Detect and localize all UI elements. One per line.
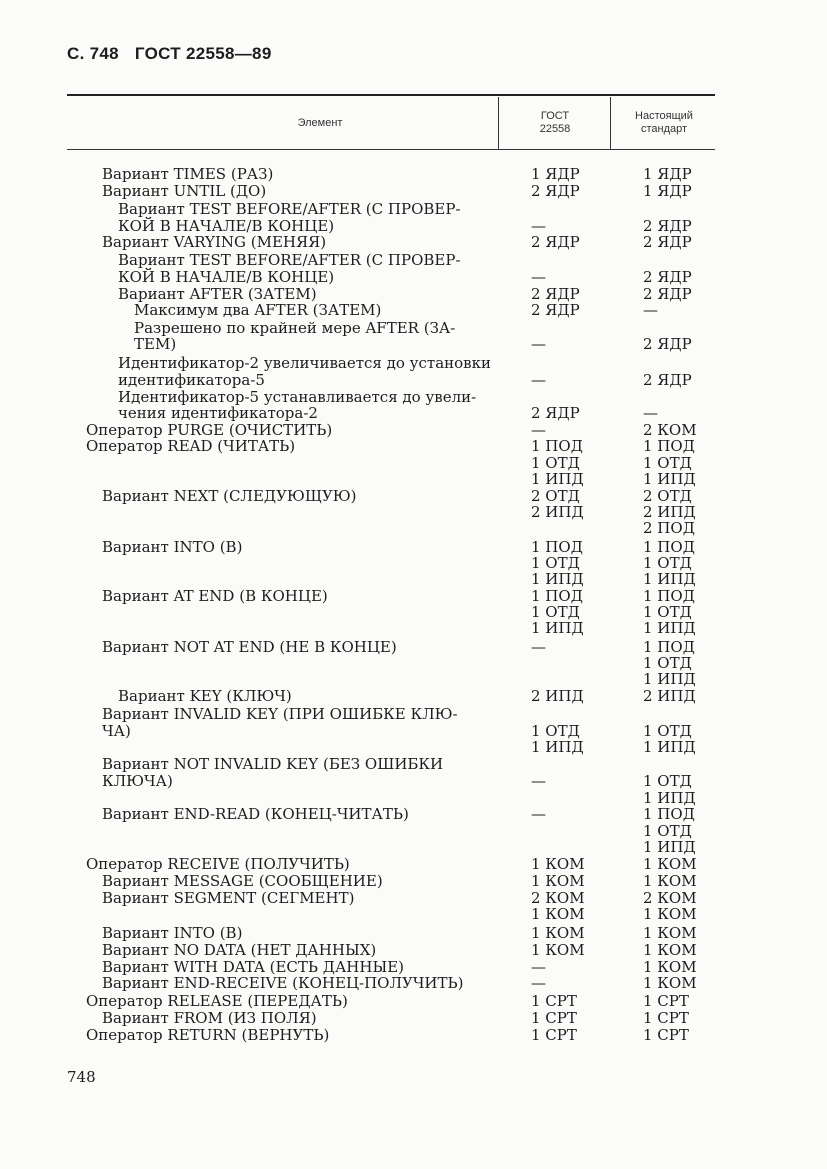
gost-value: 1 ИПД (531, 570, 584, 588)
table-row (0, 269, 827, 286)
table-row (0, 839, 827, 856)
gost-value: 2 ОТД (531, 487, 580, 505)
gost-value: — (531, 772, 546, 790)
current-standard-value: 2 ИПД (643, 687, 696, 705)
current-standard-value: 1 ПОД (643, 538, 695, 556)
current-standard-value: 2 ПОД (643, 519, 695, 537)
current-standard-value: 1 ПОД (643, 437, 695, 455)
element-text: Вариант UNTIL (ДО) (102, 182, 267, 200)
table-row (0, 975, 827, 992)
element-text: Максимум два AFTER (ЗАТЕМ) (134, 301, 382, 319)
table-row (0, 336, 827, 353)
element-text: чения идентификатора-2 (118, 404, 318, 422)
current-standard-value: 1 ИПД (643, 670, 696, 688)
gost-value: 1 СРТ (531, 1009, 577, 1027)
current-standard-value: 1 СРТ (643, 1009, 689, 1027)
table-row (0, 823, 827, 840)
gost-value: 2 ЯДР (531, 404, 580, 422)
current-standard-value: 1 КОМ (643, 958, 697, 976)
column-divider-1 (498, 97, 499, 149)
gost-value: 1 ОТД (531, 554, 580, 572)
current-standard-value: 2 КОМ (643, 889, 697, 907)
element-text: КЛЮЧА) (102, 772, 173, 790)
current-standard-value: 1 КОМ (643, 872, 697, 890)
current-standard-value: 1 ОТД (643, 603, 692, 621)
gost-value: 1 ЯДР (531, 165, 580, 183)
table-row (0, 355, 827, 372)
current-standard-value: 1 ОТД (643, 654, 692, 672)
element-text: Вариант SEGMENT (СЕГМЕНТ) (102, 889, 355, 907)
table-row (0, 302, 827, 319)
current-standard-value: — (643, 301, 658, 319)
gost-value: 1 ОТД (531, 603, 580, 621)
gost-value: 1 КОМ (531, 855, 585, 873)
gost-value: — (531, 421, 546, 439)
element-text: ТЕМ) (134, 335, 177, 353)
element-text: Вариант END-READ (КОНЕЦ-ЧИТАТЬ) (102, 805, 409, 823)
gost-value: 2 ИПД (531, 687, 584, 705)
current-standard-value: 1 ОТД (643, 722, 692, 740)
current-standard-value: 2 ЯДР (643, 285, 692, 303)
table-row (0, 588, 827, 605)
standard-title: ГОСТ 22558—89 (134, 44, 272, 63)
current-standard-value: 1 СРТ (643, 1026, 689, 1044)
current-standard-value: 2 КОМ (643, 421, 697, 439)
gost-value: 1 ИПД (531, 619, 584, 637)
table-row (0, 756, 827, 773)
gost-value: 1 СРТ (531, 1026, 577, 1044)
table-row (0, 234, 827, 251)
gost-value: — (531, 805, 546, 823)
gost-value: 1 ИПД (531, 738, 584, 756)
table-row (0, 1027, 827, 1044)
current-standard-value: 1 СРТ (643, 992, 689, 1010)
table-row (0, 320, 827, 337)
element-text: Оператор RETURN (ВЕРНУТЬ) (86, 1026, 330, 1044)
element-text: идентификатора-5 (118, 371, 265, 389)
page-footer-number: 748 (67, 1068, 96, 1086)
element-text: Вариант INTO (В) (102, 538, 243, 556)
table-row (0, 372, 827, 389)
gost-value: 1 ИПД (531, 470, 584, 488)
element-text: Вариант TIMES (РАЗ) (102, 165, 274, 183)
table-top-rule (67, 94, 715, 96)
element-text: Вариант FROM (ИЗ ПОЛЯ) (102, 1009, 317, 1027)
gost-value: — (531, 974, 546, 992)
current-standard-value: 1 КОМ (643, 924, 697, 942)
table-row (0, 252, 827, 269)
table-row (0, 604, 827, 621)
table-row (0, 555, 827, 572)
element-text: Вариант WITH DATA (ЕСТЬ ДАННЫЕ) (102, 958, 405, 976)
gost-value: 1 ПОД (531, 437, 583, 455)
table-row (0, 520, 827, 537)
gost-value: 2 ЯДР (531, 182, 580, 200)
current-standard-value: 2 ЯДР (643, 335, 692, 353)
gost-value: 1 КОМ (531, 924, 585, 942)
gost-value: — (531, 268, 546, 286)
table-row (0, 539, 827, 556)
gost-value: 2 ИПД (531, 503, 584, 521)
header-current-standard: Настоящий стандарт (635, 110, 693, 135)
header-element: Элемент (297, 117, 343, 129)
current-standard-value: 1 ИПД (643, 738, 696, 756)
page-header (67, 44, 272, 64)
current-standard-value: — (643, 404, 658, 422)
current-standard-value: 1 ЯДР (643, 165, 692, 183)
current-standard-value: 2 ЯДР (643, 233, 692, 251)
element-text: КОЙ В НАЧАЛЕ/В КОНЦЕ) (118, 268, 335, 286)
gost-value: 1 КОМ (531, 872, 585, 890)
current-standard-value: 1 ПОД (643, 587, 695, 605)
gost-value: — (531, 217, 546, 235)
current-standard-value: 2 ЯДР (643, 371, 692, 389)
gost-value: 1 ПОД (531, 538, 583, 556)
element-text: Вариант END-RECEIVE (КОНЕЦ-ПОЛУЧИТЬ) (102, 974, 464, 992)
current-standard-value: 1 КОМ (643, 905, 697, 923)
element-text: Вариант KEY (КЛЮЧ) (118, 687, 292, 705)
element-text: Вариант NOT AT END (НЕ В КОНЦЕ) (102, 638, 397, 656)
gost-value: — (531, 958, 546, 976)
element-text: Вариант VARYING (МЕНЯЯ) (102, 233, 327, 251)
current-standard-value: 1 ОТД (643, 822, 692, 840)
gost-value: 1 КОМ (531, 905, 585, 923)
element-text: Идентификатор-5 устанавливается до увели- (118, 388, 477, 406)
page-number-header: С. 748 (67, 44, 119, 63)
table-row (0, 471, 827, 488)
table-row (0, 890, 827, 907)
element-text: Оператор RECEIVE (ПОЛУЧИТЬ) (86, 855, 350, 873)
table-row (0, 706, 827, 723)
gost-value: 1 КОМ (531, 941, 585, 959)
gost-value: 1 СРТ (531, 992, 577, 1010)
current-standard-value: 1 ИПД (643, 570, 696, 588)
gost-value: — (531, 638, 546, 656)
table-row (0, 488, 827, 505)
element-text: КОЙ В НАЧАЛЕ/В КОНЦЕ) (118, 217, 335, 235)
current-standard-value: 1 ПОД (643, 638, 695, 656)
header-gost: ГОСТ 22558 (539, 110, 571, 135)
table-row (0, 438, 827, 455)
table-row (0, 942, 827, 959)
element-text: Вариант INVALID KEY (ПРИ ОШИБКЕ КЛЮ- (102, 705, 458, 723)
table-row (0, 723, 827, 740)
element-text: Вариант INTO (В) (102, 924, 243, 942)
element-text: Вариант MESSAGE (СООБЩЕНИЕ) (102, 872, 383, 890)
current-standard-value: 1 ИПД (643, 789, 696, 807)
element-text: Вариант AFTER (ЗАТЕМ) (118, 285, 317, 303)
element-text: Разрешено по крайней мере AFTER (ЗА- (134, 319, 456, 337)
table-row (0, 773, 827, 790)
table-row (0, 993, 827, 1010)
element-text: Вариант TEST BEFORE/AFTER (С ПРОВЕР- (118, 251, 461, 269)
element-text: Вариант AT END (В КОНЦЕ) (102, 587, 328, 605)
gost-value: 2 ЯДР (531, 285, 580, 303)
table-row (0, 455, 827, 472)
table-row (0, 873, 827, 890)
table-row (0, 671, 827, 688)
current-standard-value: 1 ИПД (643, 838, 696, 856)
table-row (0, 925, 827, 942)
element-text: Оператор RELEASE (ПЕРЕДАТЬ) (86, 992, 348, 1010)
current-standard-value: 1 ЯДР (643, 182, 692, 200)
table-row (0, 806, 827, 823)
table-row (0, 405, 827, 422)
gost-value: — (531, 335, 546, 353)
element-text: Вариант NO DATA (НЕТ ДАННЫХ) (102, 941, 377, 959)
gost-value: 1 ОТД (531, 454, 580, 472)
table-row (0, 655, 827, 672)
gost-value: — (531, 371, 546, 389)
element-text: ЧА) (102, 722, 131, 740)
column-divider-2 (610, 97, 611, 149)
gost-value: 2 КОМ (531, 889, 585, 907)
gost-value: 2 ЯДР (531, 301, 580, 319)
element-text: Оператор READ (ЧИТАТЬ) (86, 437, 296, 455)
table-row (0, 286, 827, 303)
current-standard-value: 2 ЯДР (643, 217, 692, 235)
current-standard-value: 2 ОТД (643, 487, 692, 505)
table-row (0, 571, 827, 588)
table-row (0, 504, 827, 521)
gost-value: 2 ЯДР (531, 233, 580, 251)
element-text: Вариант NOT INVALID KEY (БЕЗ ОШИБКИ (102, 755, 444, 773)
table-row (0, 906, 827, 923)
current-standard-value: 1 ИПД (643, 470, 696, 488)
current-standard-value: 1 ОТД (643, 772, 692, 790)
current-standard-value: 2 ЯДР (643, 268, 692, 286)
element-text: Вариант TEST BEFORE/AFTER (С ПРОВЕР- (118, 200, 461, 218)
table-header-rule (67, 149, 715, 150)
gost-value: 1 ОТД (531, 722, 580, 740)
current-standard-value: 2 ИПД (643, 503, 696, 521)
table-row (0, 639, 827, 656)
table-row (0, 739, 827, 756)
table-row (0, 166, 827, 183)
table-row (0, 856, 827, 873)
element-text: Вариант NEXT (СЛЕДУЮЩУЮ) (102, 487, 357, 505)
table-row (0, 201, 827, 218)
current-standard-value: 1 КОМ (643, 855, 697, 873)
table-row (0, 688, 827, 705)
gost-value: 1 ПОД (531, 587, 583, 605)
current-standard-value: 1 КОМ (643, 941, 697, 959)
table-row (0, 183, 827, 200)
current-standard-value: 1 КОМ (643, 974, 697, 992)
current-standard-value: 1 ОТД (643, 554, 692, 572)
element-text: Идентификатор-2 увеличивается до установки (118, 354, 491, 372)
current-standard-value: 1 ПОД (643, 805, 695, 823)
table-row (0, 620, 827, 637)
table-row (0, 1010, 827, 1027)
current-standard-value: 1 ИПД (643, 619, 696, 637)
element-text: Оператор PURGE (ОЧИСТИТЬ) (86, 421, 333, 439)
current-standard-value: 1 ОТД (643, 454, 692, 472)
